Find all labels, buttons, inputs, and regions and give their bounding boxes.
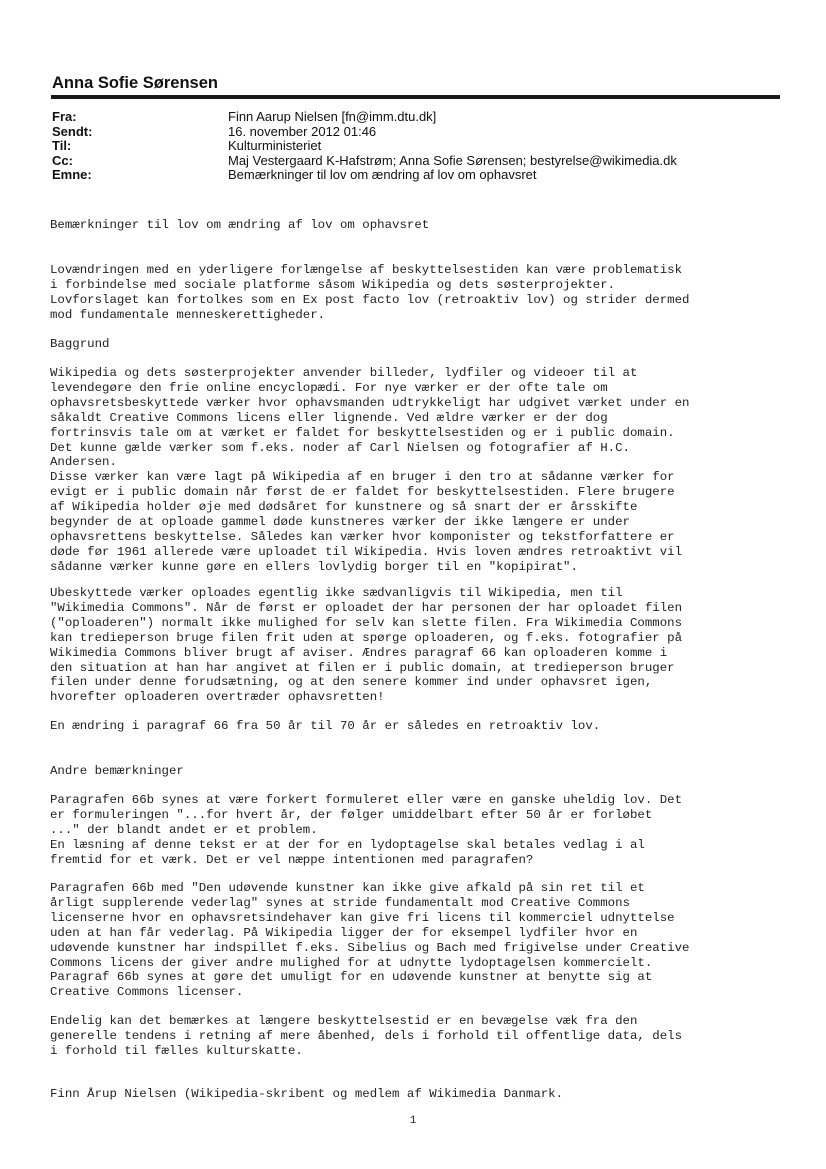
signature-line: Finn Årup Nielsen (Wikipedia-skribent og medlem af Wikimedia Danmark.	[50, 1087, 564, 1101]
sent-label: Sendt:	[52, 123, 93, 139]
subject-value: Bemærkninger til lov om ændring af lov om ophavsret	[228, 167, 537, 183]
baggrund-heading: Baggrund	[50, 337, 110, 351]
andre-paragraph-1: Paragrafen 66b synes at være forkert formuleret eller være en ganske uheldig lov. Det er formuleringen "...for hvert år, der følger umiddelbart efter 50 år er forløbet ..." der blandt andet er et problem. En læsning af denne tekst er at der for en lydoptagelse skal betales vedlag i al fremtid for et værk. Det er vel næppe intentionen med paragrafen?	[50, 793, 683, 867]
to-label: Til:	[52, 138, 72, 154]
from-label: Fra:	[52, 109, 77, 124]
andre-paragraph-3: Endelig kan det bemærkes at længere beskyttelsestid er en bevægelse væk fra den generelle tendens i retning af mere åbenhed, dels i forhold til offentlige data, dels i forhold til fælles kulturskatte.	[50, 1014, 683, 1058]
header-rule	[51, 95, 780, 99]
mailbox-owner-name: Anna Sofie Sørensen	[52, 74, 218, 92]
sent-value: 16. november 2012 01:46	[228, 123, 377, 139]
page-number: 1	[409, 1115, 417, 1127]
cc-label: Cc:	[52, 152, 73, 168]
baggrund-paragraph-2: Ubeskyttede værker oploades egentlig ikke sædvanligvis til Wikipedia, men til "Wikimedia Commons". Når de først er oploadet der har personen der har oploadet filen ("oploaderen") normalt ikke mulighed for selv kan slette filen. Fra Wikimedia Commons kan tredieperson bruge filen frit uden at spørge oploaderen, og f.eks. fotografier på Wikimedia Commons bliver brugt af aviser. Ændres paragraf 66 kan oploaderen komme i den situation at han har angivet at filen er i public domain, at tredieperson bruger filen under denne forudsætning, og at den senere kommer ind under ophavsret igen, hvorefter oploaderen overtræder ophavsretten!	[50, 586, 683, 705]
from-value: Finn Aarup Nielsen [fn@imm.dtu.dk]	[228, 109, 437, 124]
subject-label: Emne:	[52, 167, 92, 183]
body-title: Bemærkninger til lov om ændring af lov om ophavsret	[50, 218, 430, 232]
to-value: Kulturministeriet	[228, 138, 322, 154]
andre-paragraph-2: Paragrafen 66b med "Den udøvende kunstner kan ikke give afkald på sin ret til et årligt supplerende vederlag" synes at stride fundamentalt mod Creative Commons licenserne hvor en ophavsretsindehaver kan give fri licens til kommerciel udnyttelse uden at han får vederlag. På Wikipedia ligger der for eksempel lydfiler hvor en udøvende kunstner har indspillet f.eks. Sibelius og Bach med frigivelse under Creative Commons licens der giver andre mulighed for at udnytte lydoptagelsen kommercielt. Paragraf 66b synes at gøre det umuligt for en udøvende kunstner at benytte sig at Creative Commons licenser.	[50, 881, 690, 1000]
cc-value: Maj Vestergaard K-Hafstrøm; Anna Sofie Sørensen; bestyrelse@wikimedia.dk	[228, 152, 677, 168]
baggrund-paragraph-1: Wikipedia og dets søsterprojekter anvender billeder, lydfiler og videoer til at levendegøre den frie online encyclopædi. For nye værker er der ofte tale om ophavsretsbeskyttede værker hvor ophavsmanden udtrykkeligt har udgivet værket under en såkaldt Creative Commons licens eller lignende. Ved ældre værker er der dog fortrinsvis tale om at værket er faldet for beskyttelsestiden og er i public domain. Det kunne gælde værker som f.eks. noder af Carl Nielsen og fotografier af H.C. Andersen. Disse værker kan være lagt på Wikipedia af en bruger i den tro at sådanne værker for evigt er i public domain når først de er faldet for beskyttelsestiden. Flere brugere af Wikipedia holder øje med dødsåret for kunstnere og så snart der er årsskifte begynder de at oploade gammel døde kunstneres værker der ikke længere er under ophavsrettens beskyttelse. Således kan værker hvor komponister og tekstforfattere er døde før 1961 allerede være uploadet til Wikipedia. Hvis loven ændres retroaktivt vil sådanne værker kunne gøre en ellers lovlydig borger til en "kopipirat".	[50, 366, 690, 574]
intro-paragraph: Lovændringen med en yderligere forlængelse af beskyttelsestiden kan være problematisk i forbindelse med sociale platforme såsom Wikipedia og dets søsterprojekter. Lovforslaget kan fortolkes som en Ex post facto lov (retroaktiv lov) og strider dermed mod fundamentale menneskerettigheder.	[50, 263, 690, 322]
andre-heading: Andre bemærkninger	[50, 764, 184, 778]
baggrund-paragraph-3: En ændring i paragraf 66 fra 50 år til 70 år er således en retroaktiv lov.	[50, 719, 601, 733]
